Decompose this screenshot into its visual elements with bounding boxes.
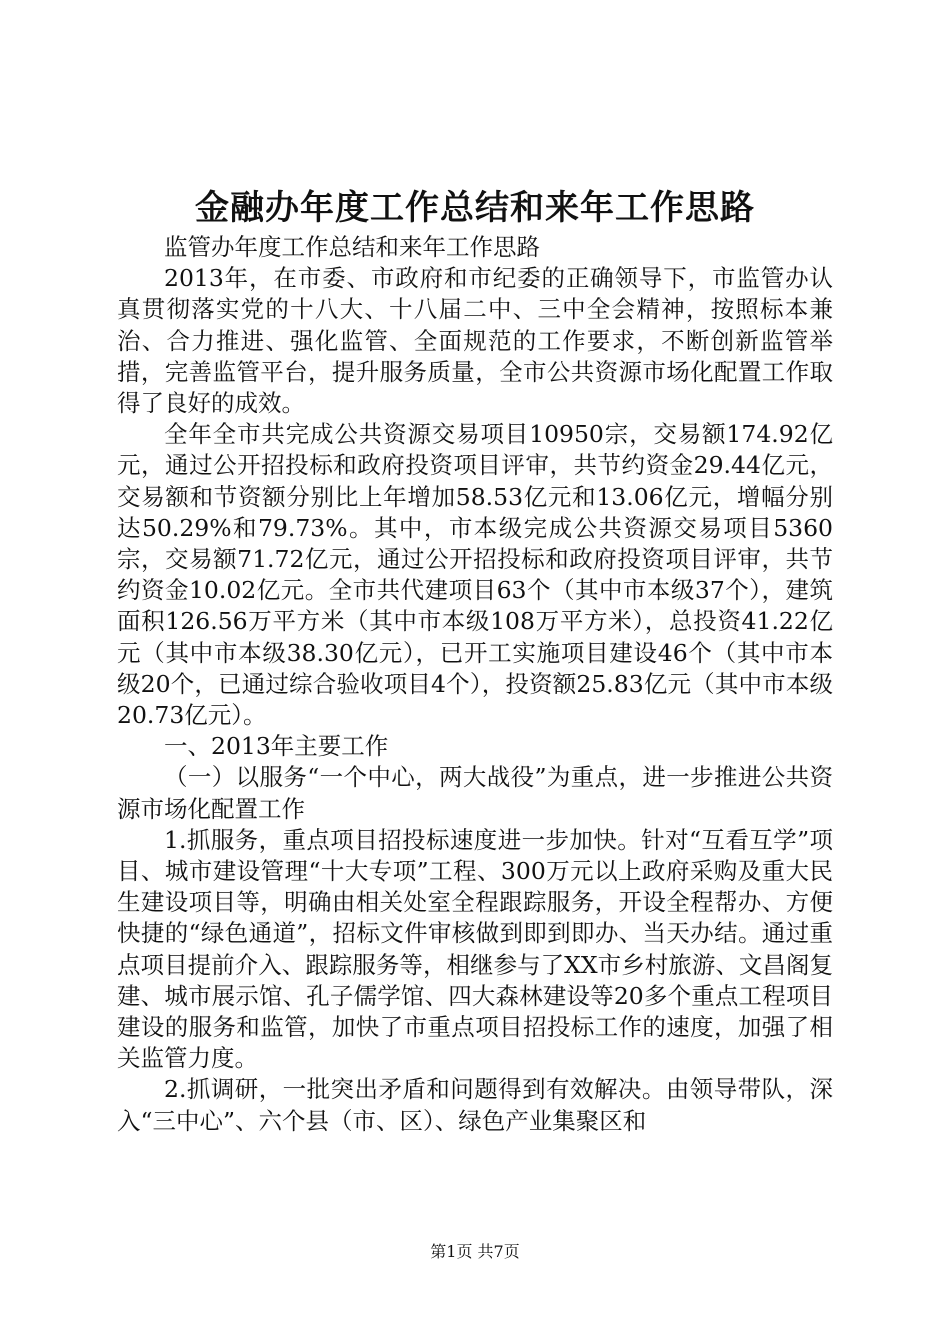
item-1-paragraph: 1.抓服务，重点项目招投标速度进一步加快。针对“互看互学”项目、城市建设管理“十大专项”工程、300万元以上政府采购及重大民生建设项目等，明确由相关处室全程跟踪服务，开设全程帮办、方便快捷的“绿色通道”，招标文件审核做到即到即办、当天办结。通过重点项目提前介入、跟踪服务等，相继参与了XX市乡村旅游、文昌阁复建、城市展示馆、孔子儒学馆、四大森林建设等20多个重点工程项目建设的服务和监管，加快了市重点项目招投标工作的速度，加强了相关监管力度。 bbox=[117, 825, 833, 1073]
document-body bbox=[117, 232, 833, 1137]
subtitle-paragraph: 监管办年度工作总结和来年工作思路 bbox=[164, 233, 540, 261]
subsection-heading: （一）以服务“一个中心，两大战役”为重点，进一步推进公共资源市场化配置工作 bbox=[117, 763, 833, 823]
page-footer: 第1页 共7页 bbox=[430, 1242, 520, 1261]
statistics-paragraph: 全年全市共完成公共资源交易项目10950宗，交易额174.92亿元，通过公开招投标和政府投资项目评审，共节约资金29.44亿元，交易额和节资额分别比上年增加58.53亿元和13.06亿元，增幅分别达50.29%和79.73%。其中，市本级完成公共资源交易项目5360宗，交易额71.72亿元，通过公开招投标和政府投资项目评审，共节约资金10.02亿元。全市共代建项目63个（其中市本级37个），建筑面积126.56万平方米（其中市本级108万平方米），总投资41.22亿元（其中市本级38.30亿元），已开工实施项目建设46个（其中市本级20个，已通过综合验收项目4个），投资额25.83亿元（其中市本级20.73亿元）。 bbox=[117, 420, 833, 730]
intro-paragraph: 2013年，在市委、市政府和市纪委的正确领导下，市监管办认真贯彻落实党的十八大、十八届二中、三中全会精神，按照标本兼治、合力推进、强化监管、全面规范的工作要求，不断创新监管举措，完善监管平台，提升服务质量，全市公共资源市场化配置工作取得了良好的成效。 bbox=[117, 264, 833, 418]
item-2-paragraph: 2.抓调研，一批突出矛盾和问题得到有效解决。由领导带队，深入“三中心”、六个县（市、区）、绿色产业集聚区和 bbox=[117, 1075, 833, 1135]
document-title: 金融办年度工作总结和来年工作思路 bbox=[195, 188, 755, 228]
section-heading: 一、2013年主要工作 bbox=[164, 732, 389, 761]
